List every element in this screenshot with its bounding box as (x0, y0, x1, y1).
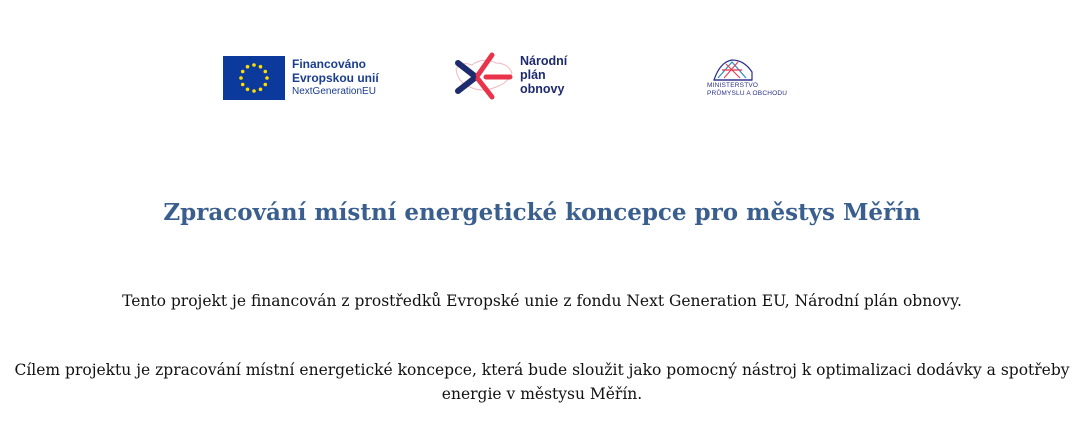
document-title: Zpracování místní energetické koncepce pro městys Měřín (163, 199, 921, 226)
goal-paragraph (10, 358, 1074, 406)
mpo-logo-text (707, 82, 787, 98)
npo-emblem-icon (452, 49, 516, 101)
npo-logo (452, 49, 567, 101)
funding-paragraph: Tento projekt je financován z prostředků Evropské unie z fondu Next Generation EU, Národní plán obnovy. (122, 292, 962, 310)
eu-flag-icon (223, 56, 285, 100)
npo-logo-line2: plán (520, 68, 546, 82)
eu-logo-text (292, 57, 379, 99)
mpo-emblem-icon (710, 56, 756, 82)
eu-logo-line2: Evropskou unií (292, 71, 379, 85)
eu-logo-line3: NextGenerationEU (292, 86, 376, 97)
npo-logo-line3: obnovy (520, 82, 565, 96)
eu-logo-line1: Financováno (292, 57, 367, 71)
goal-paragraph-line2: energie v městysu Měřín. (441, 385, 643, 403)
mpo-logo-line2: PRŮMYSLU A OBCHODU (707, 90, 788, 97)
npo-logo-text (520, 54, 567, 96)
npo-logo-line1: Národní (520, 54, 568, 68)
goal-paragraph-line1: Cílem projektu je zpracování místní energetické koncepce, která bude sloužit jako pomocný nástroj k optimalizaci dodávky a spotřeby (14, 361, 1070, 379)
mpo-logo (707, 56, 787, 98)
logo-bar (0, 0, 1084, 130)
mpo-logo-line1: MINISTERSTVO (707, 82, 759, 89)
eu-funding-logo (223, 56, 379, 100)
